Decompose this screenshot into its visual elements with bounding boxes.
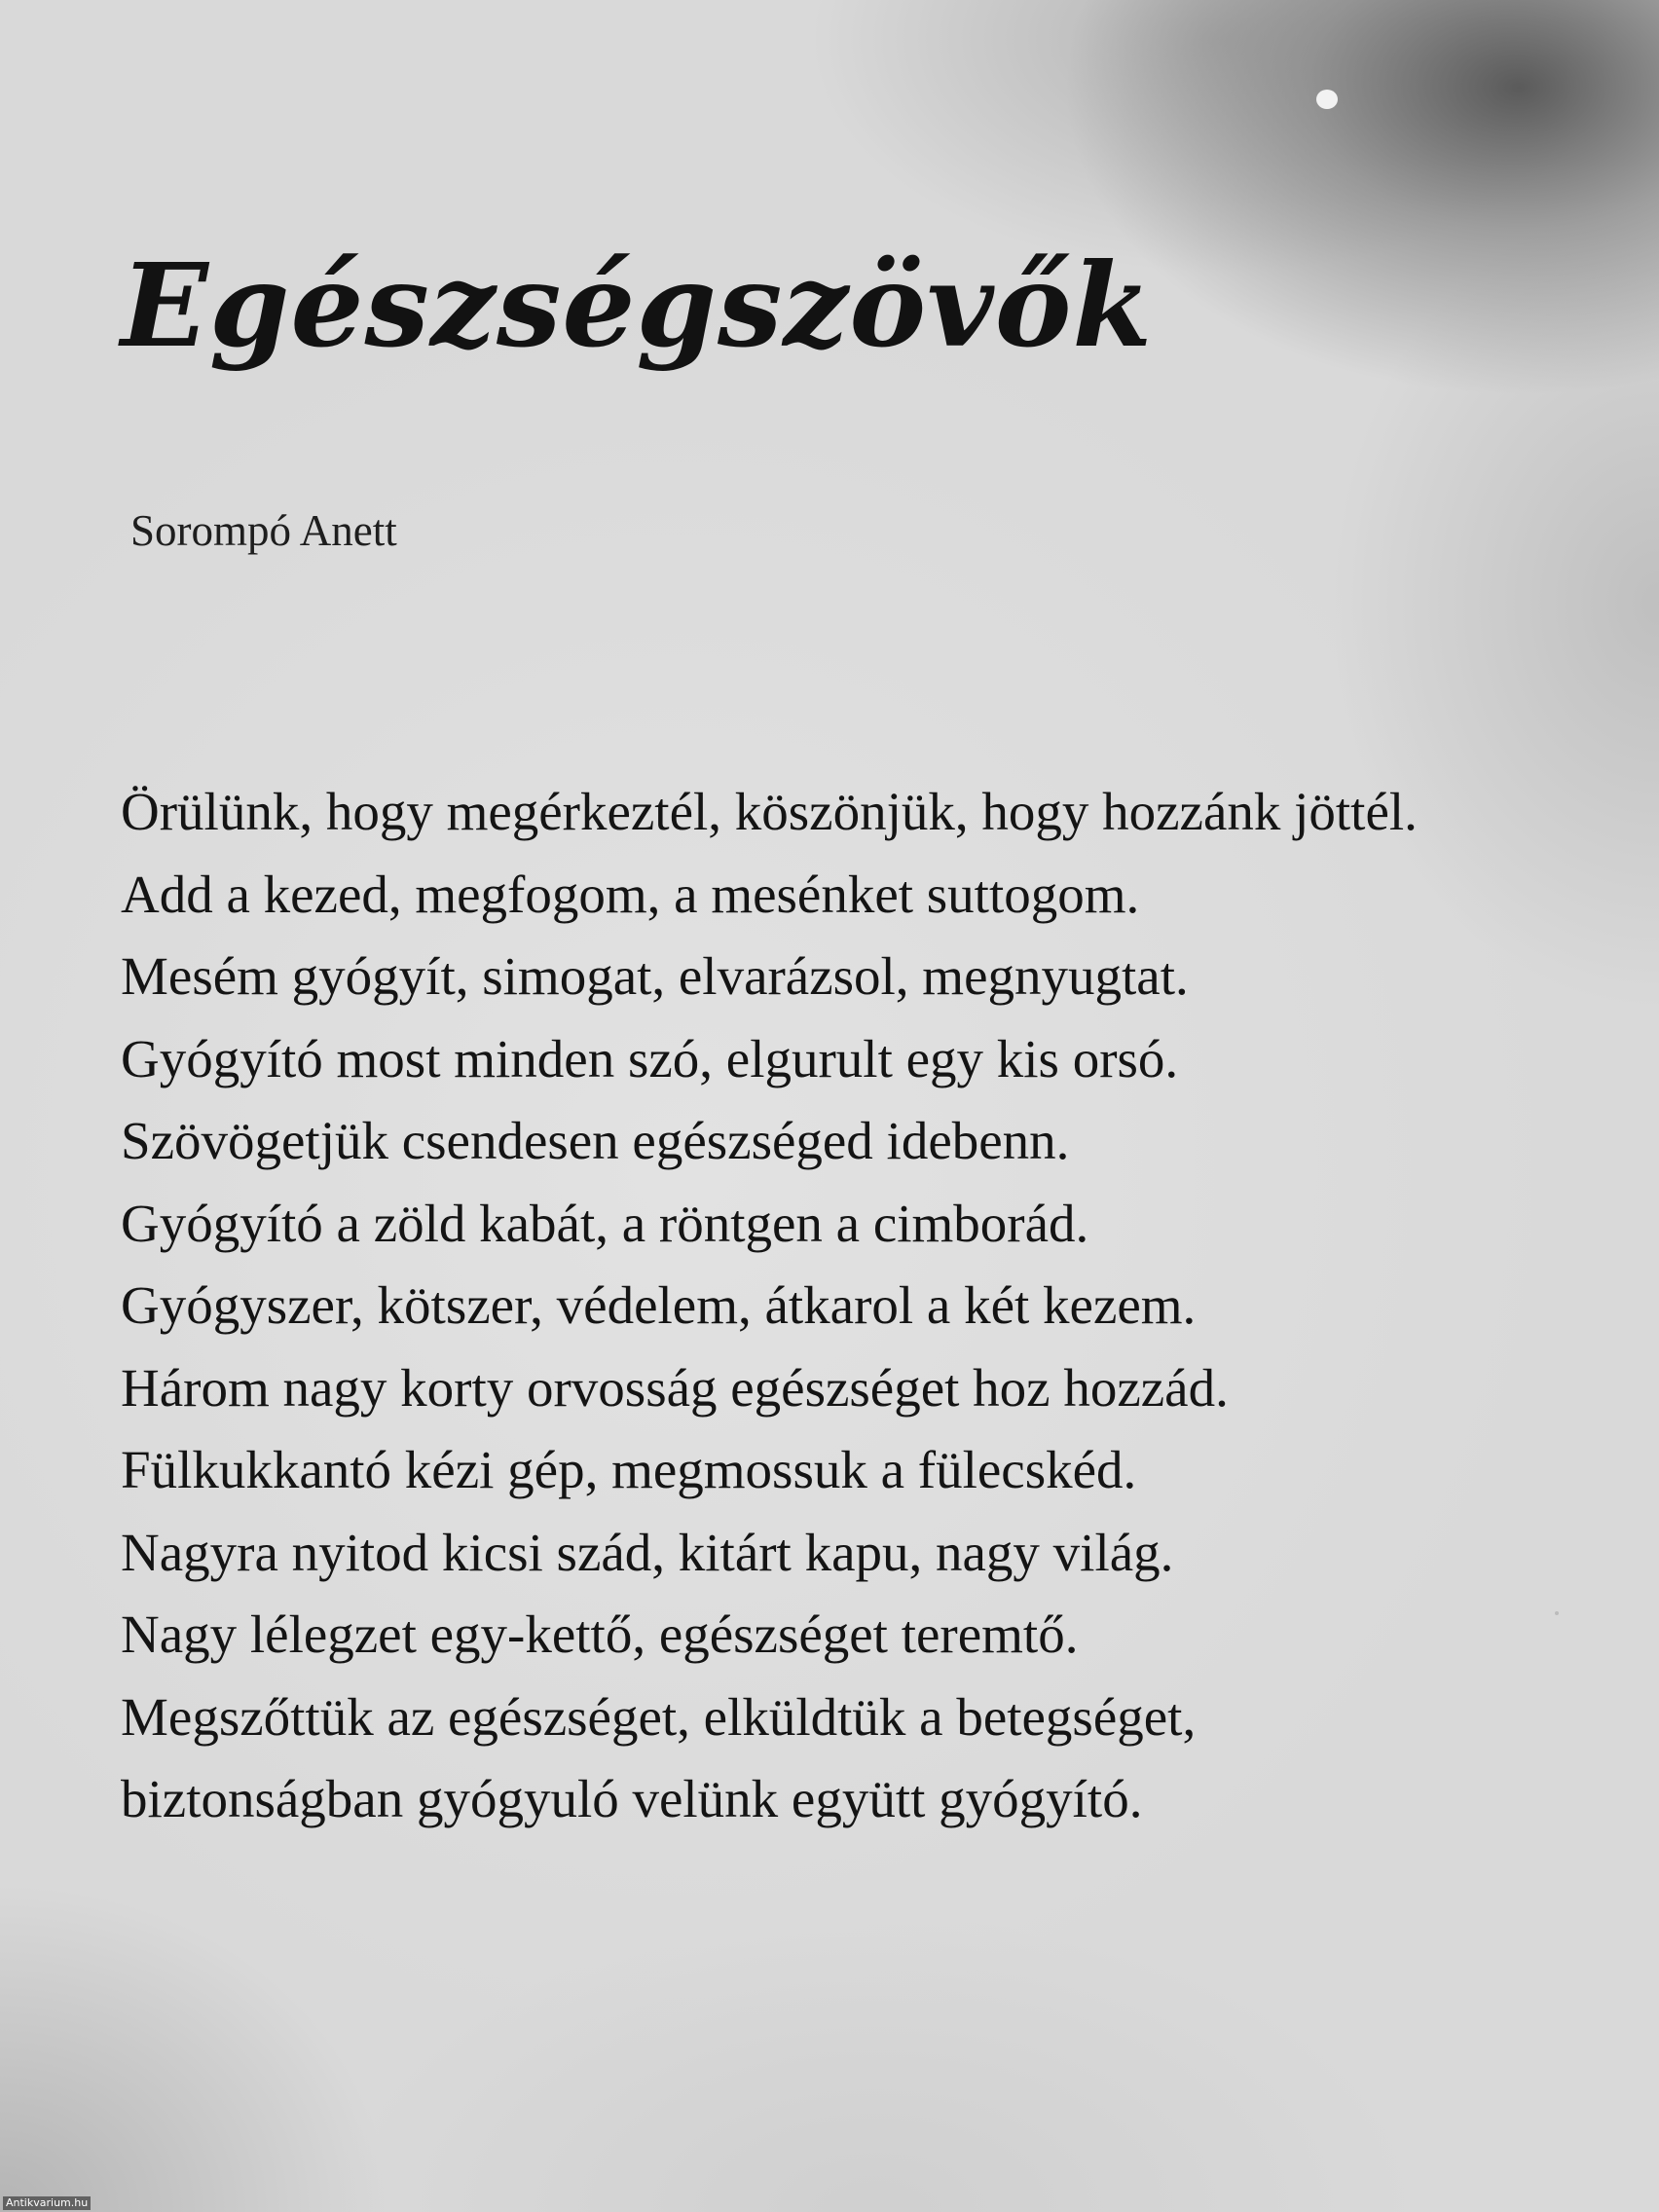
poem-line: Örülünk, hogy megérkeztél, köszönjük, hogy hozzánk jöttél. xyxy=(121,782,1418,841)
poem-body xyxy=(121,771,1418,1841)
poem-line: Nagy lélegzet egy-kettő, egészséget teremtő. xyxy=(121,1604,1079,1664)
poem-line: biztonságban gyógyuló velünk együtt gyógyító. xyxy=(121,1769,1143,1828)
poem-line: Gyógyszer, kötszer, védelem, átkarol a két kezem. xyxy=(121,1275,1197,1335)
poem-line: Három nagy korty orvosság egészséget hoz hozzád. xyxy=(121,1357,1229,1418)
watermark-label: Antikvarium.hu xyxy=(3,2196,91,2210)
paper-speck xyxy=(1555,1611,1559,1615)
paper-speck xyxy=(1316,90,1338,109)
poem-line: Szövögetjük csendesen egészséged idebenn. xyxy=(121,1111,1070,1170)
poem-line: Gyógyító most minden szó, elgurult egy kis orsó. xyxy=(121,1028,1179,1088)
poem-line: Mesém gyógyít, simogat, elvarázsol, megnyugtat. xyxy=(121,946,1189,1006)
poem-line: Fülkukkantó kézi gép, megmossuk a fülecskéd. xyxy=(121,1440,1137,1499)
poem-title: Egészségszövők xyxy=(121,238,1154,373)
poem-author: Sorompó Anett xyxy=(130,506,397,555)
poem-line: Nagyra nyitod kicsi szád, kitárt kapu, nagy világ. xyxy=(121,1522,1174,1582)
poem-line: Add a kezed, megfogom, a mesénket suttogom. xyxy=(121,864,1140,924)
poem-line: Gyógyító a zöld kabát, a röntgen a cimborád. xyxy=(121,1193,1089,1253)
poem-line: Megszőttük az egészséget, elküldtük a betegséget, xyxy=(121,1686,1197,1747)
